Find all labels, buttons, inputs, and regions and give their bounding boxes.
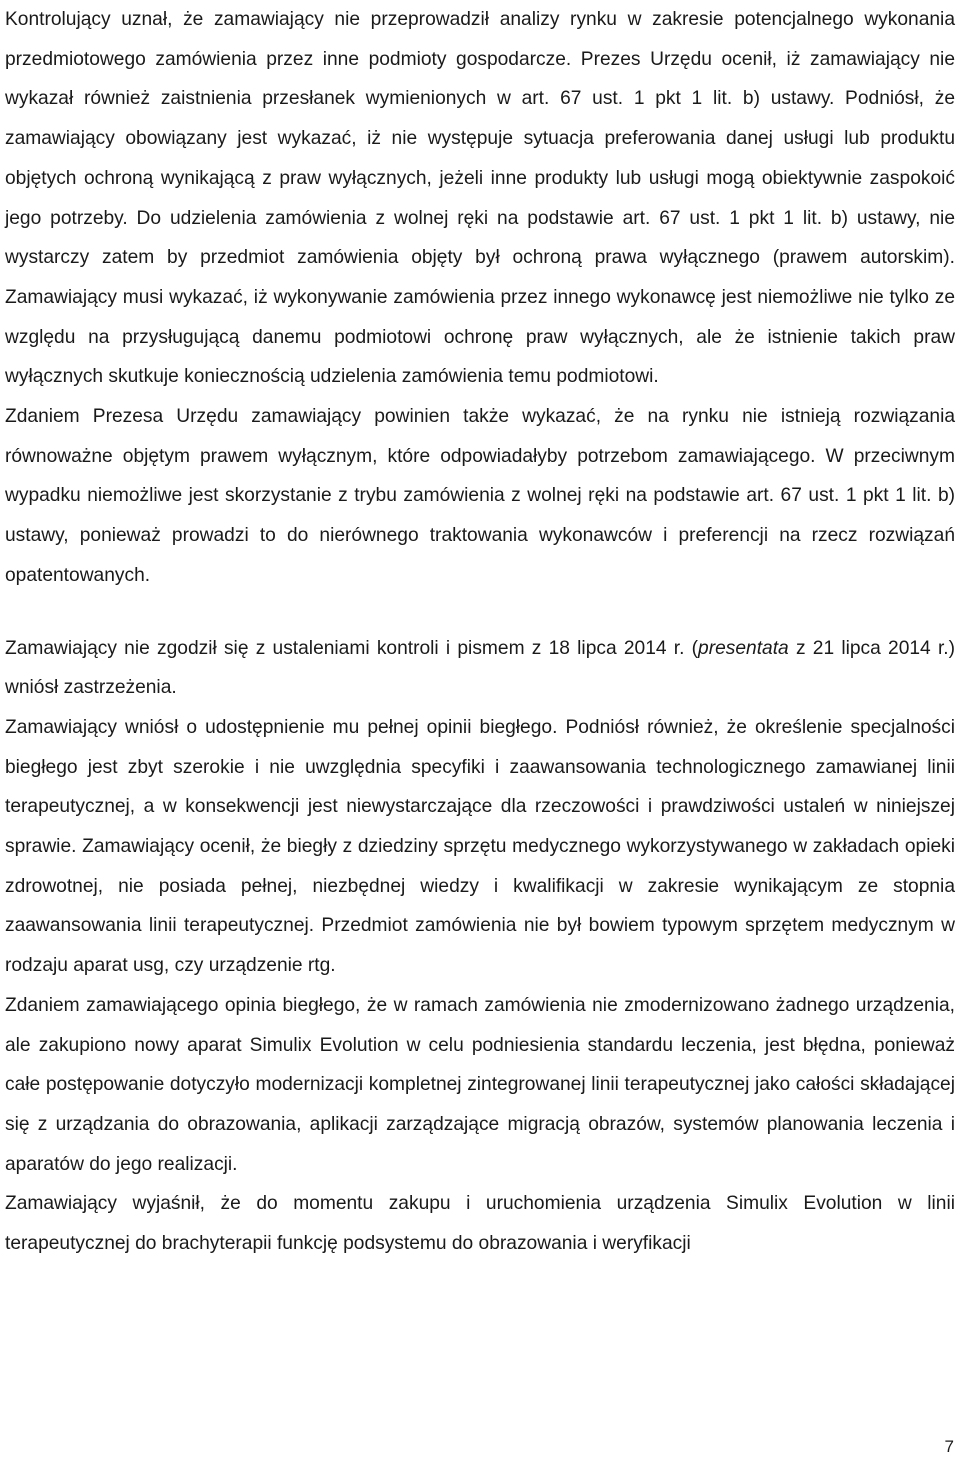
paragraph (5, 708, 955, 986)
paragraph-text: Zamawiający wniósł o udostępnienie mu pełnej opinii biegłego. Podniósł również, że określenie specjalności biegłego jest zbyt szerokie i nie uwzględnia specyfiki i zaawansowania technologicznego zamawianej linii terapeutycznej, a w konsekwencji jest niewystarczające dla rzeczowości i prawdziwości ustaleń w niniejszej sprawie. Zamawiający ocenił, że biegły z dziedziny sprzętu medycznego wykorzystywanego w zakładach opieki zdrowotnej, nie posiada pełnej, niezbędnej wiedzy i kwalifikacji w zakresie wynikającym ze stopnia zaawansowania linii terapeutycznej. Przedmiot zamówienia nie był bowiem typowym sprzętem medycznym w rodzaju aparat usg, czy urządzenie rtg. (5, 716, 955, 977)
paragraph (5, 397, 955, 596)
paragraph-spacer (5, 596, 955, 629)
italic-term: presentata (698, 637, 789, 659)
paragraph-text: Kontrolujący uznał, że zamawiający nie przeprowadził analizy rynku w zakresie potencjalnego wykonania przedmiotowego zamówienia przez inne podmioty gospodarcze. Prezes Urzędu ocenił, iż zamawiający nie wykazał również zaistnienia przesłanek wymienionych w art. 67 ust. 1 pkt 1 lit. b) ustawy. Podniósł, że zamawiający obowiązany jest wykazać, iż nie występuje sytuacja preferowania danej usługi lub produktu objętych ochroną wynikającą z praw wyłącznych, jeżeli inne produkty lub usługi mogą obiektywnie zaspokoić jego potrzeby. Do udzielenia zamówienia z wolnej ręki na podstawie art. 67 ust. 1 pkt 1 lit. b) ustawy, nie wystarczy zatem by przedmiot zamówienia objęty był ochroną prawa wyłącznego (prawem autorskim). Zamawiający musi wykazać, iż wykonywanie zamówienia przez innego wykonawcę jest niemożliwe nie tylko ze względu na przysługującą danemu podmiotowi ochronę praw wyłącznych, ale że istnienie takich praw wyłącznych skutkuje koniecznością udzielenia zamówienia temu podmiotowi. (5, 9, 955, 388)
paragraph (5, 986, 955, 1185)
paragraph-text: Zdaniem Prezesa Urzędu zamawiający powinien także wykazać, że na rynku nie istnieją rozwiązania równoważne objętym prawem wyłącznym, które odpowiadałyby potrzebom zamawiającego. W przeciwnym wypadku niemożliwe jest skorzystanie z trybu zamówienia z wolnej ręki na podstawie art. 67 ust. 1 pkt 1 lit. b) ustawy, ponieważ prowadzi to do nierównego traktowania wykonawców i preferencji na rzecz rozwiązań opatentowanych. (5, 406, 955, 586)
paragraph-text: Zamawiający nie zgodził się z ustaleniami kontroli i pismem z 18 lipca 2014 r. ( (5, 637, 699, 659)
paragraph (5, 0, 955, 397)
paragraph-text: z 21 lipca 2014 r.) wniósł zastrzeżenia. (5, 637, 955, 699)
paragraph (5, 629, 955, 708)
paragraph-text: Zamawiający wyjaśnił, że do momentu zakupu i uruchomienia urządzenia Simulix Evolution w linii terapeutycznej do brachyterapii funkcję podsystemu do obrazowania i weryfikacji (5, 1193, 955, 1255)
document-page (5, 0, 955, 1264)
page-number: 7 (944, 1437, 954, 1456)
paragraph (5, 1184, 955, 1263)
paragraph-text: Zdaniem zamawiającego opinia biegłego, że w ramach zamówienia nie zmodernizowano żadnego urządzenia, ale zakupiono nowy aparat Simulix Evolution w celu podniesienia standardu leczenia, jest błędna, ponieważ całe postępowanie dotyczyło modernizacji kompletnej zintegrowanej linii terapeutycznej jako całości składającej się z urządzania do obrazowania, aplikacji zarządzające migracją obrazów, systemów planowania leczenia i aparatów do jego realizacji. (5, 994, 955, 1175)
